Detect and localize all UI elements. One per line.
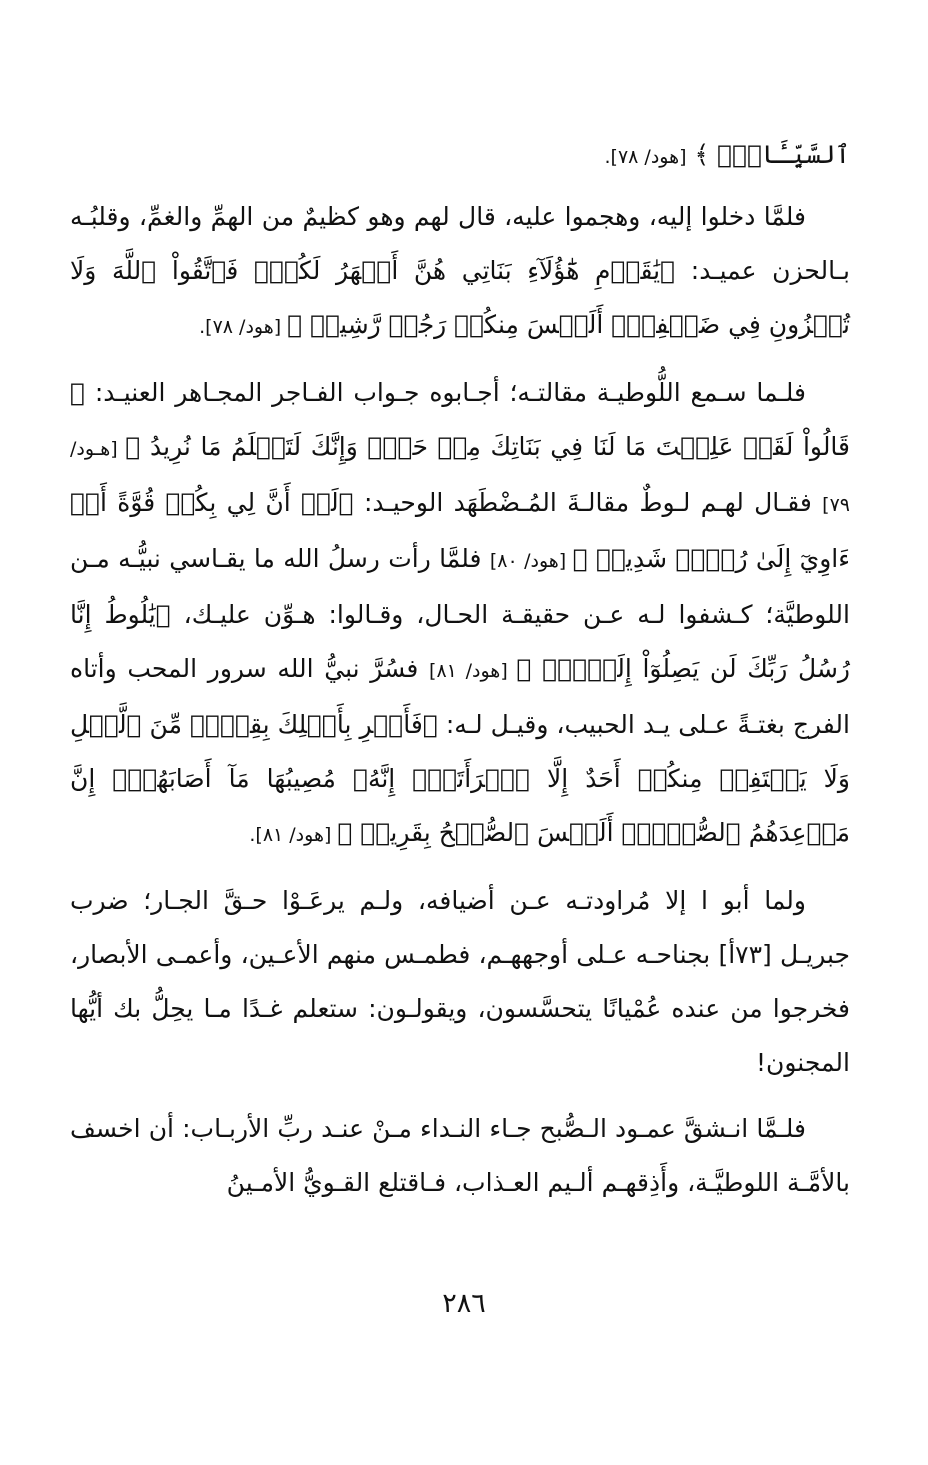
- verse-reference: [هود/ ٨٠]: [489, 550, 573, 572]
- verse-reference: [هود/ ٧٨].: [199, 316, 288, 338]
- paragraph-text: ولما أبو ا إلا مُراودتـه عـن أضيافه، ولـم يرعَـوْا حـقَّ الجـار؛ ضرب جبريـل [٧٣أ] بجناحـه عـلى أوجههـم، فطمـس منهم الأعـين، وأعمـى الأبصار، فخرجوا من عنده عُمْيانًا يتحسَّسون، ويقولـون: ستعلم غـدًا مـا يحِلُّ بك أيُّها المجنون!: [70, 886, 851, 1077]
- verse-reference: [هود/ ٧٨].: [604, 146, 687, 168]
- quran-verse-text: ﴿يَٰقَوۡمِ هَٰٓؤُلَآءِ بَنَاتِي هُنَّ أَطۡهَرُ لَكُمۡۖ فَٱتَّقُواْ ٱللَّهَ وَلَا تُخۡزُونِ فِي ضَيۡفِيٓۖ أَلَيۡسَ مِنكُمۡ رَجُلٞ رَّشِيدٞ ﴾: [70, 256, 850, 339]
- verse-reference: [هـود/ ٧٩]: [70, 438, 850, 516]
- verse-reference: [هود/ ٨١].: [249, 824, 338, 846]
- quran-verse-text: ﴿يَٰلُوطُ إِنَّا رُسُلُ رَبِّكَ لَن يَصِلُوٓاْ إِلَيۡكَۖ ﴾: [70, 600, 850, 683]
- paragraph-text: فلمَّا رأت رسلُ الله ما يقـاسي نبيُّـه مـن اللوطيَّة؛ كـشفوا لـه عـن حقيقـة الحـال، وقـالوا: هـوِّن عليـك،: [70, 544, 850, 629]
- paragraph-4: [70, 1102, 850, 1210]
- paragraph-3: [70, 874, 850, 1090]
- paragraph-text: فسُرَّ نبيُّ الله سرور المحب وأتاه الفرج بغتـةً عـلى يـد الحبيب، وقيـل لـه:: [70, 654, 850, 739]
- book-page-body: [70, 128, 850, 1222]
- page-number: ٢٨٦: [442, 1288, 486, 1319]
- paragraph-1: [70, 190, 850, 354]
- quran-verse-text: ﴿فَأَسۡرِ بِأَهۡلِكَ بِقِطۡعٖ مِّنَ ٱلَّيۡلِ وَلَا يَلۡتَفِتۡ مِنكُمۡ أَحَدٌ إِلَّا ٱمۡرَأَتَكَۖ إِنَّهُۥ مُصِيبُهَا مَآ أَصَابَهُمۡۚ إِنَّ مَوۡعِدَهُمُ ٱلصُّبۡحُۚ أَلَيۡسَ ٱلصُّبۡحُ بِقَرِيبٖ ﴾: [70, 710, 850, 847]
- paragraph-text: فلمَّا دخلوا إليه، وهجموا عليه، قال لهم وهو كظيمٌ من الهمِّ والغمِّ، وقلبُـه بـالحزن عميـد:: [70, 202, 850, 285]
- paragraph-2: [70, 366, 850, 862]
- paragraph-text: فقـال لهـم لـوطٌ مقالـةَ المُـضْطَهَد الوحيـد:: [353, 488, 823, 517]
- paragraph-text: فلـمَّا انـشقَّ عمـود الـصُّبح جـاء النـداء مـنْ عنـد ربِّ الأربـاب: أن اخسف بالأمَّـة اللوطيَّـة، وأَذِقهـم ألـيم العـذاب، فـاقتلع القـويُّ الأمـينُ: [70, 1114, 850, 1197]
- quran-verse-text: ٱلسَّيِّـَٔاتِۚ ﴾: [694, 140, 850, 169]
- verse-continuation-line: [70, 128, 850, 184]
- quran-verse-text: ﴿ قَالُواْ لَقَدۡ عَلِمۡتَ مَا لَنَا فِي بَنَاتِكَ مِنۡ حَقّٖ وَإِنَّكَ لَتَعۡلَمُ مَا نُرِيدُ ﴾: [70, 378, 850, 461]
- paragraph-text: فلـما سـمع اللُّوطيـة مقالتـه؛ أجـابوه جـواب الفـاجر المجـاهر العنيـد:: [85, 378, 806, 407]
- quran-verse-text: ﴿لَوۡ أَنَّ لِي بِكُمۡ قُوَّةً أَوۡ ءَاوِيٓ إِلَىٰ رُكۡنٖ شَدِيدٖ ﴾: [70, 488, 850, 573]
- verse-reference: [هود/ ٨١]: [429, 660, 517, 682]
